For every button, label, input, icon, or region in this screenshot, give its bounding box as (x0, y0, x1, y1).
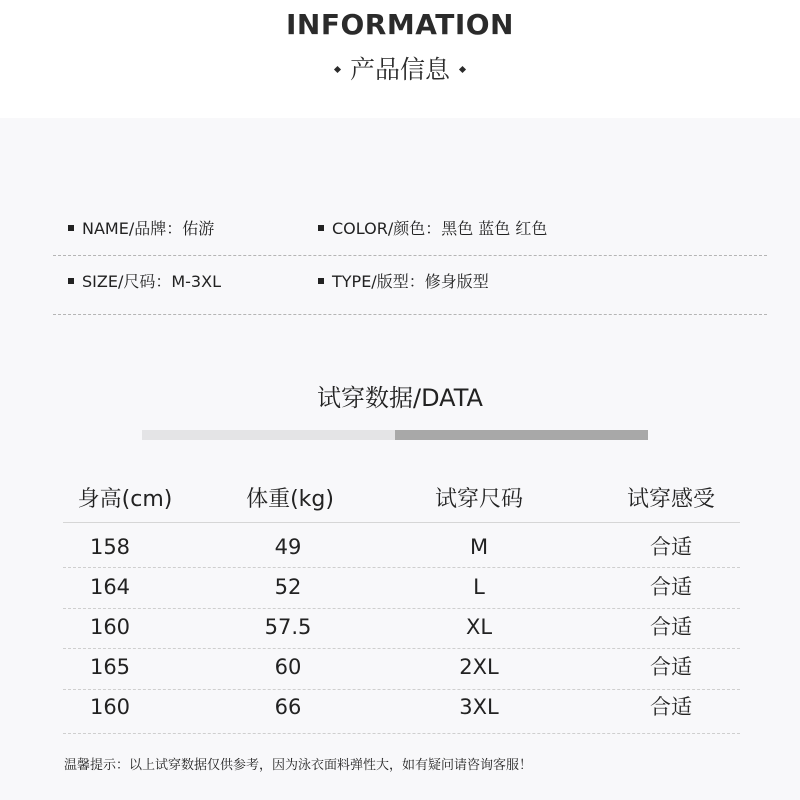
info-name (68, 214, 214, 244)
bullet-square-icon (318, 225, 324, 231)
header-size: 试穿尺码 (434, 487, 523, 512)
cell-height: 158 (89, 535, 131, 559)
info-size-label: SIZE/尺码： (82, 272, 172, 291)
cell-size: XL (465, 615, 493, 639)
cell-weight: 49 (274, 535, 302, 559)
table-row (0, 527, 800, 567)
table-header (0, 482, 800, 518)
header-title: INFORMATION (286, 8, 514, 41)
header (0, 0, 800, 118)
title-underline-light (142, 430, 395, 440)
header-feel: 试穿感受 (626, 487, 715, 512)
info-row-1 (0, 214, 800, 244)
bullet-square-icon (68, 278, 74, 284)
divider (53, 314, 767, 315)
diamond-icon (459, 65, 466, 72)
table-row (0, 567, 800, 607)
title-underline-dark (395, 430, 648, 440)
table-row (0, 647, 800, 687)
info-color-label: COLOR/颜色： (332, 219, 442, 238)
cell-size: 3XL (459, 695, 499, 719)
header-weight: 体重(kg) (246, 487, 334, 512)
info-type-value: 修身版型 (424, 272, 489, 291)
divider (53, 255, 767, 256)
fit-note: 温馨提示：以上试穿数据仅供参考，因为泳衣面料弹性大，如有疑问请咨询客服！ (64, 758, 533, 773)
cell-weight: 66 (274, 695, 302, 719)
header-height: 身高(cm) (77, 487, 173, 512)
info-type-label: TYPE/版型： (332, 272, 425, 291)
cell-feel: 合适 (650, 655, 692, 679)
info-name-label: NAME/品牌： (82, 219, 183, 238)
cell-weight: 57.5 (264, 615, 312, 639)
cell-weight: 52 (274, 575, 302, 599)
bullet-square-icon (68, 225, 74, 231)
cell-height: 164 (89, 575, 131, 599)
info-color (318, 214, 547, 244)
table-row (0, 607, 800, 647)
info-row-2 (0, 267, 800, 297)
header-subtitle-text: 产品信息 (349, 55, 450, 84)
cell-size: M (469, 535, 489, 559)
cell-feel: 合适 (650, 695, 692, 719)
cell-feel: 合适 (650, 615, 692, 639)
cell-size: L (473, 575, 485, 599)
info-color-value: 黑色 蓝色 红色 (441, 219, 548, 238)
info-size (68, 267, 221, 297)
header-subtitle (0, 50, 800, 86)
cell-feel: 合适 (650, 535, 692, 559)
info-name-value: 佑游 (182, 219, 215, 238)
cell-height: 160 (89, 615, 131, 639)
cell-feel: 合适 (650, 575, 692, 599)
diamond-icon (334, 65, 341, 72)
cell-height: 165 (89, 655, 131, 679)
info-type (318, 267, 489, 297)
info-size-value: M-3XL (171, 272, 221, 291)
data-section-title: 试穿数据/DATA (317, 384, 483, 412)
table-row (0, 687, 800, 727)
bullet-square-icon (318, 278, 324, 284)
cell-size: 2XL (459, 655, 499, 679)
table-rule (63, 522, 740, 523)
cell-height: 160 (89, 695, 131, 719)
cell-weight: 60 (274, 655, 302, 679)
table-rule (63, 733, 740, 734)
